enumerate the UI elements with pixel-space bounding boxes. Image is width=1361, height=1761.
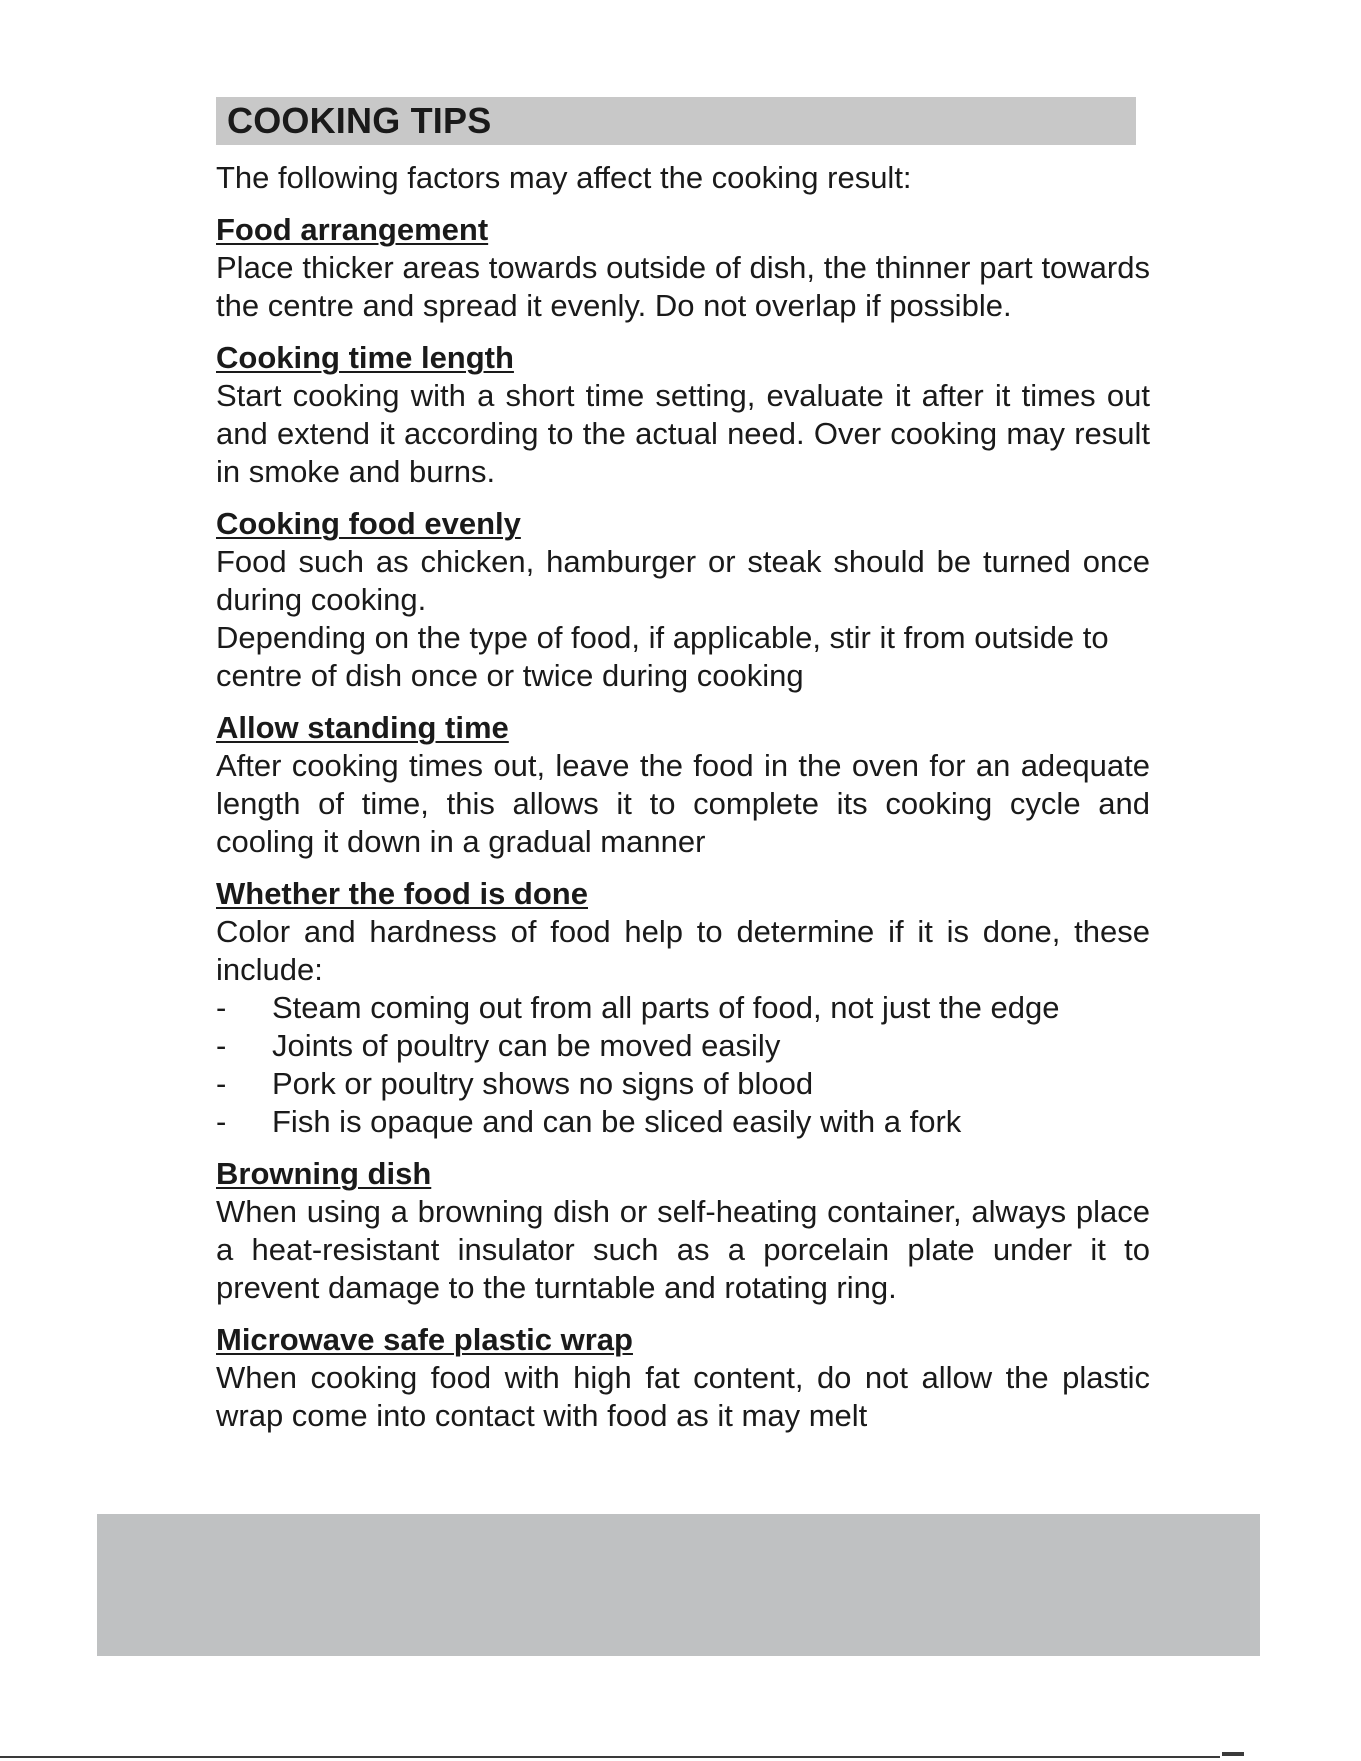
section-heading: Browning dish bbox=[216, 1156, 432, 1191]
section-heading: Cooking time length bbox=[216, 340, 514, 375]
section-heading: Food arrangement bbox=[216, 212, 489, 247]
list-item-text: Pork or poultry shows no signs of blood bbox=[272, 1066, 814, 1101]
section-paragraph: Depending on the type of food, if applicable, stir it from outside to centre of dish once or twice during cooking bbox=[216, 620, 1109, 693]
section-paragraph: When using a browning dish or self-heating container, always place a heat-resistant insulator such as a porcelain plate under it to prevent damage to the turntable and rotating ring. bbox=[216, 1194, 1150, 1305]
section-food-arrangement bbox=[216, 211, 1150, 325]
section-paragraph: Color and hardness of food help to determine if it is done, these include: bbox=[216, 914, 1150, 987]
section-allow-standing-time bbox=[216, 709, 1150, 861]
section-heading: Microwave safe plastic wrap bbox=[216, 1322, 633, 1357]
list-item bbox=[216, 1027, 1150, 1065]
section-paragraph: After cooking times out, leave the food in the oven for an adequate length of time, this allows it to complete its cooking cycle and cooling it down in a gradual manner bbox=[216, 748, 1150, 859]
bullet-dash: - bbox=[216, 1066, 227, 1101]
section-paragraph: Food such as chicken, hamburger or steak should be turned once during cooking. bbox=[216, 544, 1150, 617]
section-heading: Allow standing time bbox=[216, 710, 509, 745]
bottom-corner-mark bbox=[1222, 1752, 1244, 1756]
page-title: COOKING TIPS bbox=[227, 100, 492, 141]
intro-text: The following factors may affect the cooking result: bbox=[216, 160, 912, 195]
done-indicators-list bbox=[216, 989, 1150, 1141]
bullet-dash: - bbox=[216, 990, 227, 1025]
section-whether-food-is-done bbox=[216, 875, 1150, 1141]
section-paragraph: Start cooking with a short time setting, evaluate it after it times out and extend it according to the actual need. Over cooking may result in smoke and burns. bbox=[216, 378, 1150, 489]
bullet-dash: - bbox=[216, 1104, 227, 1139]
list-item-text: Steam coming out from all parts of food, not just the edge bbox=[272, 990, 1060, 1025]
list-item bbox=[216, 1103, 1150, 1141]
title-bar bbox=[216, 97, 1136, 145]
section-cooking-food-evenly bbox=[216, 505, 1150, 695]
section-heading: Whether the food is done bbox=[216, 876, 588, 911]
list-item-text: Fish is opaque and can be sliced easily with a fork bbox=[272, 1104, 962, 1139]
list-item-text: Joints of poultry can be moved easily bbox=[272, 1028, 781, 1063]
section-heading: Cooking food evenly bbox=[216, 506, 521, 541]
section-cooking-time-length bbox=[216, 339, 1150, 491]
section-paragraph: When cooking food with high fat content, do not allow the plastic wrap come into contact with food as it may melt bbox=[216, 1360, 1150, 1433]
bullet-dash: - bbox=[216, 1028, 227, 1063]
list-item bbox=[216, 1065, 1150, 1103]
footer-band bbox=[97, 1514, 1260, 1656]
section-browning-dish bbox=[216, 1155, 1150, 1307]
list-item bbox=[216, 989, 1150, 1027]
document-content bbox=[216, 97, 1150, 1435]
section-microwave-safe-plastic-wrap bbox=[216, 1321, 1150, 1435]
bottom-rule bbox=[0, 1756, 1220, 1758]
section-paragraph: Place thicker areas towards outside of dish, the thinner part towards the centre and spread it evenly. Do not overlap if possible. bbox=[216, 250, 1150, 323]
